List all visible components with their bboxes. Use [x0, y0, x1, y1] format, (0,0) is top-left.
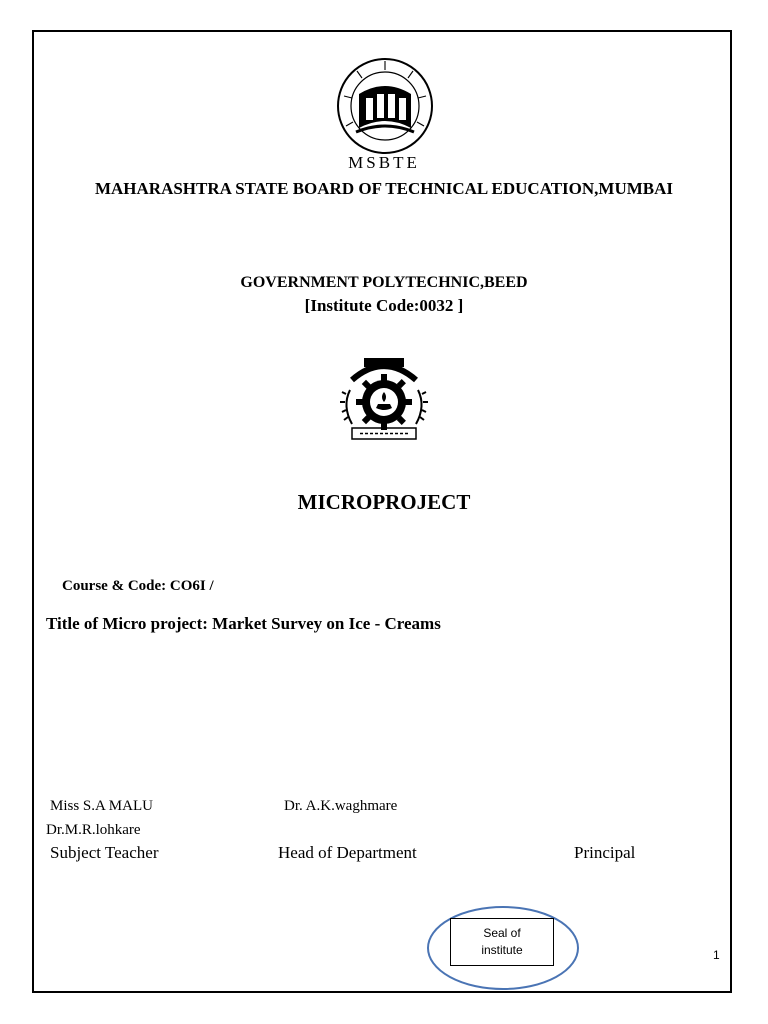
teacher-name-1: Miss S.A MALU — [50, 798, 153, 814]
hod-name: Dr. A.K.waghmare — [284, 798, 398, 814]
institute-name: GOVERNMENT POLYTECHNIC,BEED — [240, 274, 528, 291]
board-name: MAHARASHTRA STATE BOARD OF TECHNICAL EDUCATION,MUMBAI — [94, 179, 674, 198]
role-head-of-department: Head of Department — [278, 843, 417, 862]
teacher-name-2: Dr.M.R.lohkare — [46, 822, 141, 838]
project-title: Title of Micro project: Market Survey on Ice - Creams — [46, 614, 441, 633]
page-number: 1 — [713, 948, 720, 962]
seal-box — [450, 918, 554, 966]
msbte-logo-icon — [326, 56, 444, 156]
seal-line-2: institute — [481, 943, 523, 957]
seal-line-1: Seal of — [483, 926, 521, 940]
government-emblem-icon — [334, 350, 434, 442]
document-title: MICROPROJECT — [297, 490, 471, 514]
role-principal: Principal — [574, 843, 636, 862]
course-code: Course & Code: CO6I / — [62, 578, 214, 594]
role-subject-teacher: Subject Teacher — [50, 843, 159, 862]
institute-code: [Institute Code:0032 ] — [304, 296, 464, 315]
msbte-logo-text: MSBTE — [348, 153, 420, 172]
